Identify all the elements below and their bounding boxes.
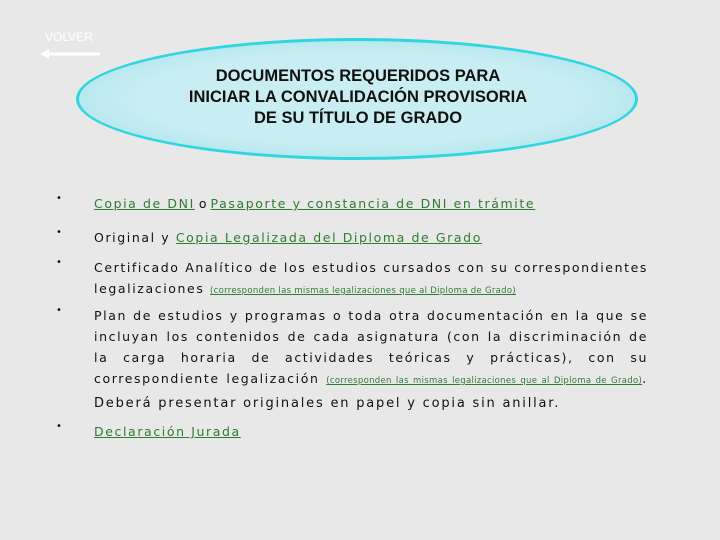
back-button[interactable] (40, 30, 104, 66)
certificado-text: Certificado Analítico de los estudios cursados con su correspondientes legalizaciones (94, 260, 648, 296)
list-item (56, 421, 648, 445)
copia-dni-link[interactable]: Copia de DNI (94, 196, 195, 211)
title-line-2: INICIAR LA CONVALIDACIÓN PROVISORIA (188, 88, 528, 106)
list-item-text (94, 421, 648, 442)
legalization-note-link[interactable]: (corresponden las mismas legalizaciones que al Diploma de Grado) (326, 376, 643, 386)
pasaporte-link[interactable]: Pasaporte y constancia de DNI en trámite (210, 196, 536, 211)
bullet-icon: • (56, 421, 62, 432)
list-item (56, 305, 648, 421)
list-item-text (94, 227, 648, 248)
list-item-text (94, 257, 648, 302)
list-item-text (94, 193, 648, 214)
copia-legalizada-link[interactable]: Copia Legalizada del Diploma de Grado (175, 230, 482, 245)
bullet-icon: • (56, 193, 62, 204)
bullet-icon: • (56, 227, 62, 238)
legalization-note-link[interactable]: (corresponden las mismas legalizaciones que al Diploma de Grado) (210, 286, 516, 296)
list-item (56, 193, 648, 227)
declaracion-jurada-link[interactable]: Declaración Jurada (94, 424, 241, 439)
back-label: VOLVER (45, 30, 93, 44)
conjunction: o (194, 196, 211, 211)
title-line-1: DOCUMENTOS REQUERIDOS PARA (215, 67, 501, 85)
page-title (130, 66, 586, 129)
arrow-left-icon (40, 48, 102, 60)
bullet-icon: • (56, 257, 62, 268)
plan-estudios-suffix: . Deberá presentar originales en papel y copia sin anillar. (94, 372, 648, 411)
plan-estudios-text: Plan de estudios y programas o toda otra documentación en la que se incluyan los contenidos de cada asignatura (con la discriminación de la carga horaria de actividades teóricas y prácticas), con su correspondiente legalización (94, 308, 648, 386)
list-item (56, 257, 648, 305)
list-item (56, 227, 648, 257)
requirements-list (56, 193, 648, 445)
title-line-3: DE SU TÍTULO DE GRADO (253, 109, 463, 127)
list-item-text (94, 305, 648, 414)
bullet-icon: • (56, 305, 62, 316)
original-prefix: Original y (94, 230, 176, 245)
